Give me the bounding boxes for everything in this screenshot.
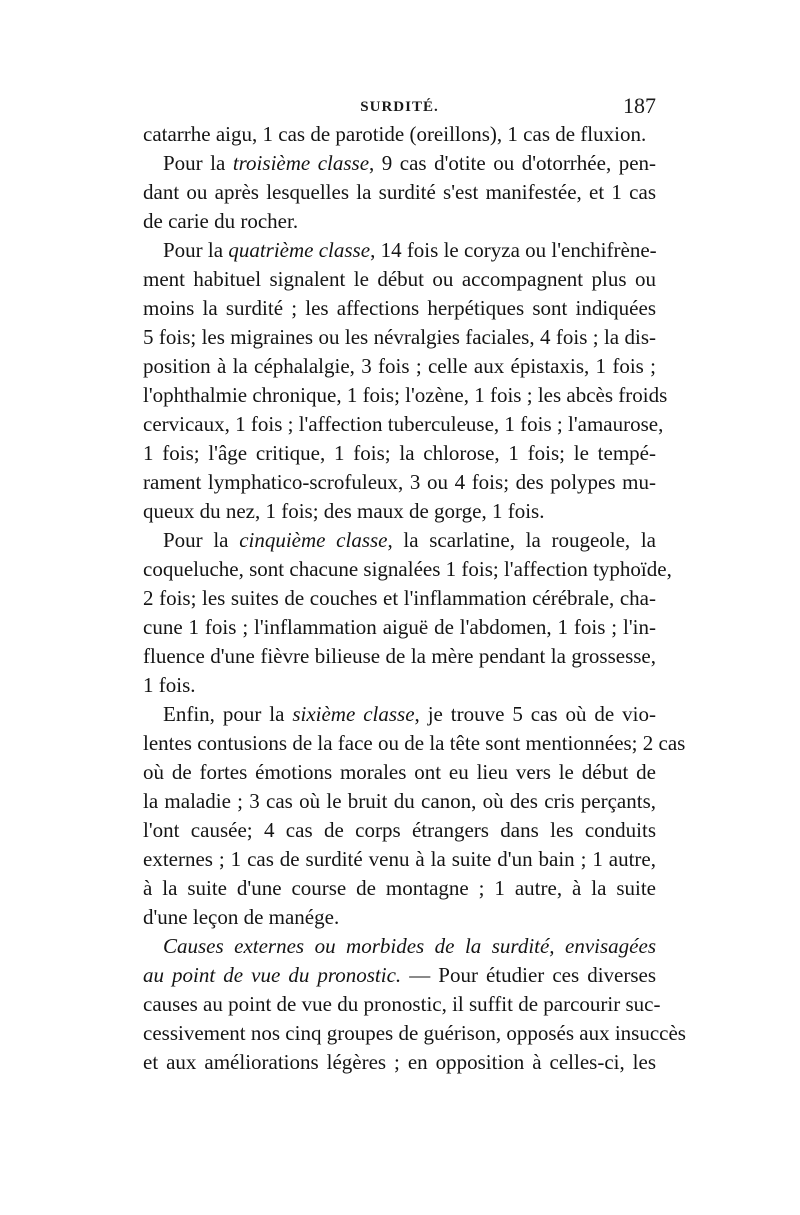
text-run: Pour la <box>163 528 240 552</box>
text-line <box>143 555 672 584</box>
text-run: rament lymphatico-scrofuleux, 3 ou 4 fois; des polypes mu- <box>143 470 656 494</box>
text-line <box>143 903 656 932</box>
text-line <box>143 1019 686 1048</box>
text-run: , je trouve 5 cas où de vio- <box>414 702 656 726</box>
text-line <box>143 236 656 265</box>
text-run: cune 1 fois ; l'inflammation aiguë de l'abdomen, 1 fois ; l'in- <box>143 615 656 639</box>
text-line <box>143 207 656 236</box>
text-line <box>143 787 656 816</box>
text-line <box>143 352 656 381</box>
text-run: à la suite d'une course de montagne ; 1 autre, à la suite <box>143 876 656 900</box>
text-line <box>143 497 656 526</box>
text-run: , 14 fois le coryza ou l'enchifrène- <box>370 238 657 262</box>
text-line <box>143 845 656 874</box>
text-run: fluence d'une fièvre bilieuse de la mère pendant la grossesse, <box>143 644 656 668</box>
running-head <box>143 93 656 121</box>
italic-run: au point de vue du pronostic. <box>143 963 402 987</box>
text-line <box>143 874 656 903</box>
text-run: Pour la <box>163 238 229 262</box>
text-run: 5 fois; les migraines ou les névralgies faciales, 4 fois ; la dis- <box>143 325 656 349</box>
italic-run: troisième classe <box>232 151 370 175</box>
text-line <box>143 671 656 700</box>
running-title: SURDITÉ. <box>360 99 439 115</box>
text-line <box>143 990 661 1019</box>
text-run: de carie du rocher. <box>143 209 299 233</box>
text-line <box>143 613 656 642</box>
text-run: cessivement nos cinq groupes de guérison, opposés aux insuccès <box>143 1021 686 1045</box>
text-run: Enfin, pour la <box>163 702 293 726</box>
text-run: et aux améliorations légères ; en opposition à celles-ci, les <box>143 1050 656 1074</box>
text-line <box>143 1048 656 1077</box>
text-run: dant ou après lesquelles la surdité s'est manifestée, et 1 cas <box>143 180 656 204</box>
text-run: cervicaux, 1 fois ; l'affection tuberculeuse, 1 fois ; l'amaurose, <box>143 412 664 436</box>
text-run: — Pour étudier ces diverses <box>401 963 657 987</box>
text-line <box>143 932 656 961</box>
text-run: lentes contusions de la face ou de la tête sont mentionnées; 2 cas <box>143 731 686 755</box>
text-run: , 9 cas d'otite ou d'otorrhée, pen- <box>369 151 657 175</box>
text-line <box>143 323 656 352</box>
body-text <box>143 120 686 1077</box>
text-run: coqueluche, sont chacune signalées 1 fois; l'affection typhoïde, <box>143 557 672 581</box>
text-run: moins la surdité ; les affections herpétiques sont indiquées <box>143 296 656 320</box>
italic-run: cinquième classe <box>239 528 388 552</box>
text-line <box>143 526 656 555</box>
text-line <box>143 178 656 207</box>
text-line <box>143 265 656 294</box>
italic-run: Causes externes ou morbides de la surdité, envisagées <box>163 934 656 958</box>
text-line <box>143 439 656 468</box>
text-run: 1 fois; l'âge critique, 1 fois; la chlorose, 1 fois; le tempé- <box>143 441 656 465</box>
italic-run: quatrième classe <box>228 238 371 262</box>
text-run: d'une leçon de manége. <box>143 905 340 929</box>
text-run: externes ; 1 cas de surdité venu à la suite d'un bain ; 1 autre, <box>143 847 656 871</box>
text-run: queux du nez, 1 fois; des maux de gorge, 1 fois. <box>143 499 545 523</box>
text-run: Pour la <box>163 151 233 175</box>
text-run: , la scarlatine, la rougeole, la <box>387 528 657 552</box>
text-run: où de fortes émotions morales ont eu lieu vers le début de <box>143 760 656 784</box>
text-line <box>143 758 656 787</box>
text-line <box>143 149 656 178</box>
text-run: l'ophthalmie chronique, 1 fois; l'ozène, 1 fois ; les abcès froids <box>143 383 668 407</box>
text-line <box>143 120 656 149</box>
text-run: ment habituel signalent le début ou accompagnent plus ou <box>143 267 656 291</box>
page-number: 187 <box>623 93 656 118</box>
italic-run: sixième classe <box>292 702 415 726</box>
text-run: catarrhe aigu, 1 cas de parotide (oreillons), 1 cas de fluxion. <box>143 122 647 146</box>
text-line <box>143 729 686 758</box>
text-line <box>143 410 664 439</box>
text-line <box>143 468 656 497</box>
text-line <box>143 381 668 410</box>
text-run: 1 fois. <box>143 673 196 697</box>
text-line <box>143 294 656 323</box>
text-line <box>143 584 656 613</box>
text-line <box>143 961 656 990</box>
text-run: position à la céphalalgie, 3 fois ; celle aux épistaxis, 1 fois ; <box>143 354 656 378</box>
text-run: causes au point de vue du pronostic, il suffit de parcourir suc- <box>143 992 661 1016</box>
text-run: la maladie ; 3 cas où le bruit du canon, où des cris perçants, <box>143 789 656 813</box>
text-line <box>143 642 656 671</box>
text-run: 2 fois; les suites de couches et l'inflammation cérébrale, cha- <box>143 586 656 610</box>
text-line <box>143 700 656 729</box>
text-run: l'ont causée; 4 cas de corps étrangers dans les conduits <box>143 818 656 842</box>
text-line <box>143 816 656 845</box>
